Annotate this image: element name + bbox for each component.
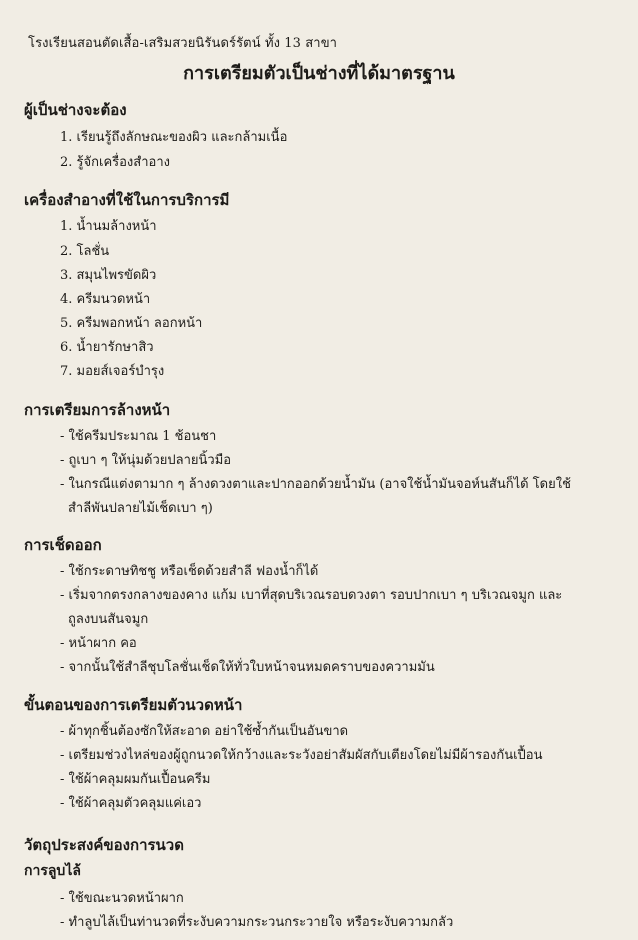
list-item: - ใช้กระดาษทิชชู หรือเช็ดด้วยสำลี ฟองน้ำก็ได้ [60,564,319,579]
list-item: - ใช้ผ้าคลุมตัวคลุมแค่เอว [60,796,202,811]
list-item: 3. สมุนไพรขัดผิว [60,268,157,283]
section-heading: การเตรียมการล้างหน้า [24,401,171,419]
list-item: - ทำลูบไล้เป็นท่านวดที่ระงับความกระวนกระวายใจ หรือระงับความกลัว [60,915,454,930]
list-item: - ในกรณีแต่งตามาก ๆ ล้างดวงตาและปากออกด้วยน้ำมัน (อาจใช้น้ำมันจอห์นสันก็ได้ โดยใช้ [60,477,571,492]
page-title: การเตรียมตัวเป็นช่างที่ได้มาตรฐาน [183,63,455,84]
list-item: 6. น้ำยารักษาสิว [60,340,154,355]
list-item: 1. เรียนรู้ถึงลักษณะของผิว และกล้ามเนื้อ [60,130,288,145]
list-item: 2. รู้จักเครื่องสำอาง [60,155,170,170]
list-item: 5. ครีมพอกหน้า ลอกหน้า [60,316,203,331]
list-item: - เริ่มจากตรงกลางของคาง แก้ม เบาที่สุดบริเวณรอบดวงตา รอบปากเบา ๆ บริเวณจมูก และ [60,588,563,603]
section-heading: เครื่องสำอางที่ใช้ในการบริการมี [24,191,230,209]
list-item: 4. ครีมนวดหน้า [60,292,151,307]
section-heading: วัตถุประสงค์ของการนวด [24,836,184,854]
list-item: 1. น้ำนมล้างหน้า [60,219,157,234]
section-heading: การเช็ดออก [24,536,102,554]
list-item: - จากนั้นใช้สำลีชุบโลชั่นเช็ดให้ทั่วใบหน้าจนหมดคราบของความมัน [60,660,435,675]
subsection-heading: การลูบไล้ [24,863,81,879]
list-item: 7. มอยส์เจอร์บำรุง [60,364,165,379]
list-item: - ใช้ผ้าคลุมผมกันเปื้อนครีม [60,772,211,787]
list-item: - ผ้าทุกชิ้นต้องซักให้สะอาด อย่าใช้ซ้ำกันเป็นอันขาด [60,724,349,739]
list-item: - เตรียมช่วงไหล่ของผู้ถูกนวดให้กว้างและระวังอย่าสัมผัสกับเตียงโดยไม่มีผ้ารองกันเปื้อน [60,748,543,763]
list-item-continuation: ถูลงบนสันจมูก [68,612,149,627]
section-heading: ขั้นตอนของการเตรียมตัวนวดหน้า [24,696,243,714]
section-heading: ผู้เป็นช่างจะต้อง [24,101,127,119]
list-item: - ถูเบา ๆ ให้นุ่มด้วยปลายนิ้วมือ [60,453,232,468]
list-item-continuation: สำลีพันปลายไม้เช็ดเบา ๆ) [68,501,213,516]
list-item: 2. โลชั่น [60,244,110,259]
school-header: โรงเรียนสอนตัดเสื้อ-เสริมสวยนิรันดร์รัตน์ ทั้ง 13 สาขา [28,36,338,51]
list-item: - ใช้ครีมประมาณ 1 ช้อนชา [60,429,217,444]
list-item: - ใช้ขณะนวดหน้าผาก [60,891,184,906]
list-item: - หน้าผาก คอ [60,636,137,651]
